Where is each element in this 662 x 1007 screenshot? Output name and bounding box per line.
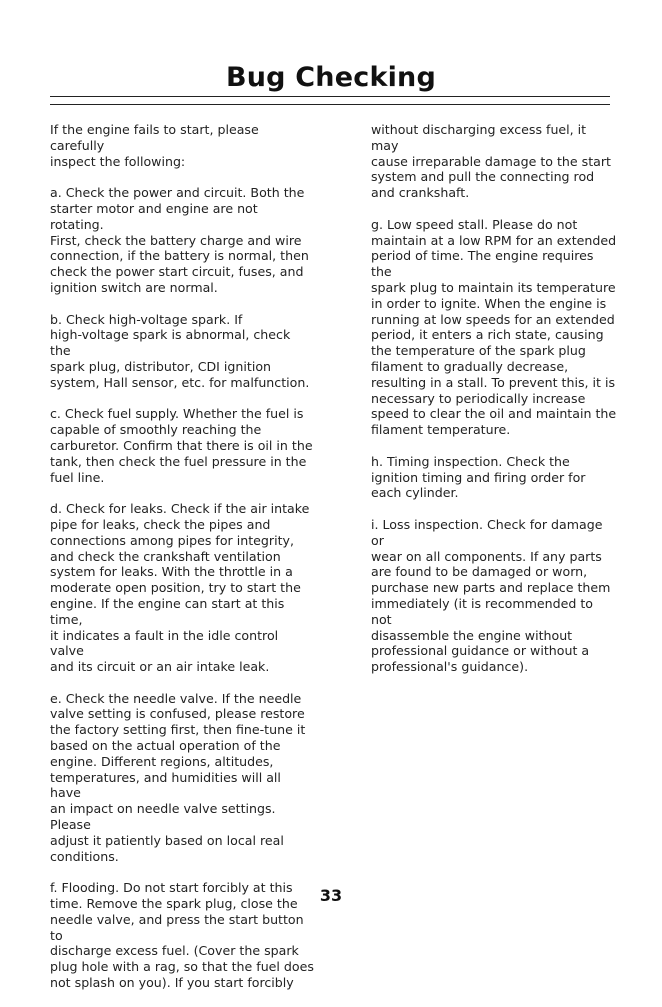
check-spark-paragraph: b. Check high-voltage spark. If high-voltage spark is abnormal, check the spark plug, distributor, CDI ignition system, Hall sensor, etc. for malfunction. (50, 311, 310, 390)
timing-inspection-paragraph: h. Timing inspection. Check the ignition timing and firing order for each cylinder. (371, 453, 586, 501)
title-divider-bottom (50, 104, 610, 105)
check-power-circuit-paragraph: a. Check the power and circuit. Both the starter motor and engine are not rotating. First, check the battery charge and wire connection, if the battery is normal, then check the power start circuit, fuses, and ignition switch are normal. (50, 185, 309, 295)
check-needle-valve-paragraph: e. Check the needle valve. If the needle valve setting is confused, please restore the factory setting first, then fine-tune it based on the actual operation of the engine. Different regions, altitudes, temperatures, and humidities will all have an impact on needle valve settings. Please adjust it patiently based on local real conditions. (50, 690, 306, 864)
flooding-paragraph: f. Flooding. Do not start forcibly at this time. Remove the spark plug, close the needle valve, and press the start button to discharge excess fuel. (Cover the spark plug hole with a rag, so that the fuel does not splash on you). If you start forcibly (50, 880, 314, 991)
loss-inspection-paragraph: i. Loss inspection. Check for damage or wear on all components. If any parts are found to be damaged or worn, purchase new parts and replace them immediately (it is recommended to not disassemble the engine without professional guidance or without a professional's guidance). (371, 516, 611, 675)
title-divider-top (50, 96, 610, 97)
page-number: 33 (319, 886, 343, 905)
flooding-continued-paragraph: without discharging excess fuel, it may cause irreparable damage to the start system and pull the connecting rod and crankshaft. (371, 122, 611, 201)
check-fuel-supply-paragraph: c. Check fuel supply. Whether the fuel is capable of smoothly reaching the carburetor. Confirm that there is oil in the tank, then check the fuel pressure in the fuel line. (50, 406, 313, 485)
left-column (50, 122, 314, 1007)
low-speed-stall-paragraph: g. Low speed stall. Please do not maintain at a low RPM for an extended period of time. The engine requires the spark plug to maintain its temperature in order to ignite. When the engine is running at low speeds for an extended period, it enters a rich state, causing the temperature of the spark plug filament to gradually decrease, resulting in a stall. To prevent this, it is necessary to periodically increase speed to clear the oil and maintain the filament temperature. (371, 216, 617, 438)
page-title: Bug Checking (225, 62, 437, 94)
check-leaks-paragraph: d. Check for leaks. Check if the air intake pipe for leaks, check the pipes and connections among pipes for integrity, and check the crankshaft ventilation system for leaks. With the throttle in a moderate open position, try to start the engine. If the engine can start at this time, it indicates a fault in the idle control valve and its circuit or an air intake leak. (50, 501, 310, 675)
right-column (371, 122, 617, 691)
intro-paragraph: If the engine fails to start, please carefully inspect the following: (50, 122, 259, 169)
